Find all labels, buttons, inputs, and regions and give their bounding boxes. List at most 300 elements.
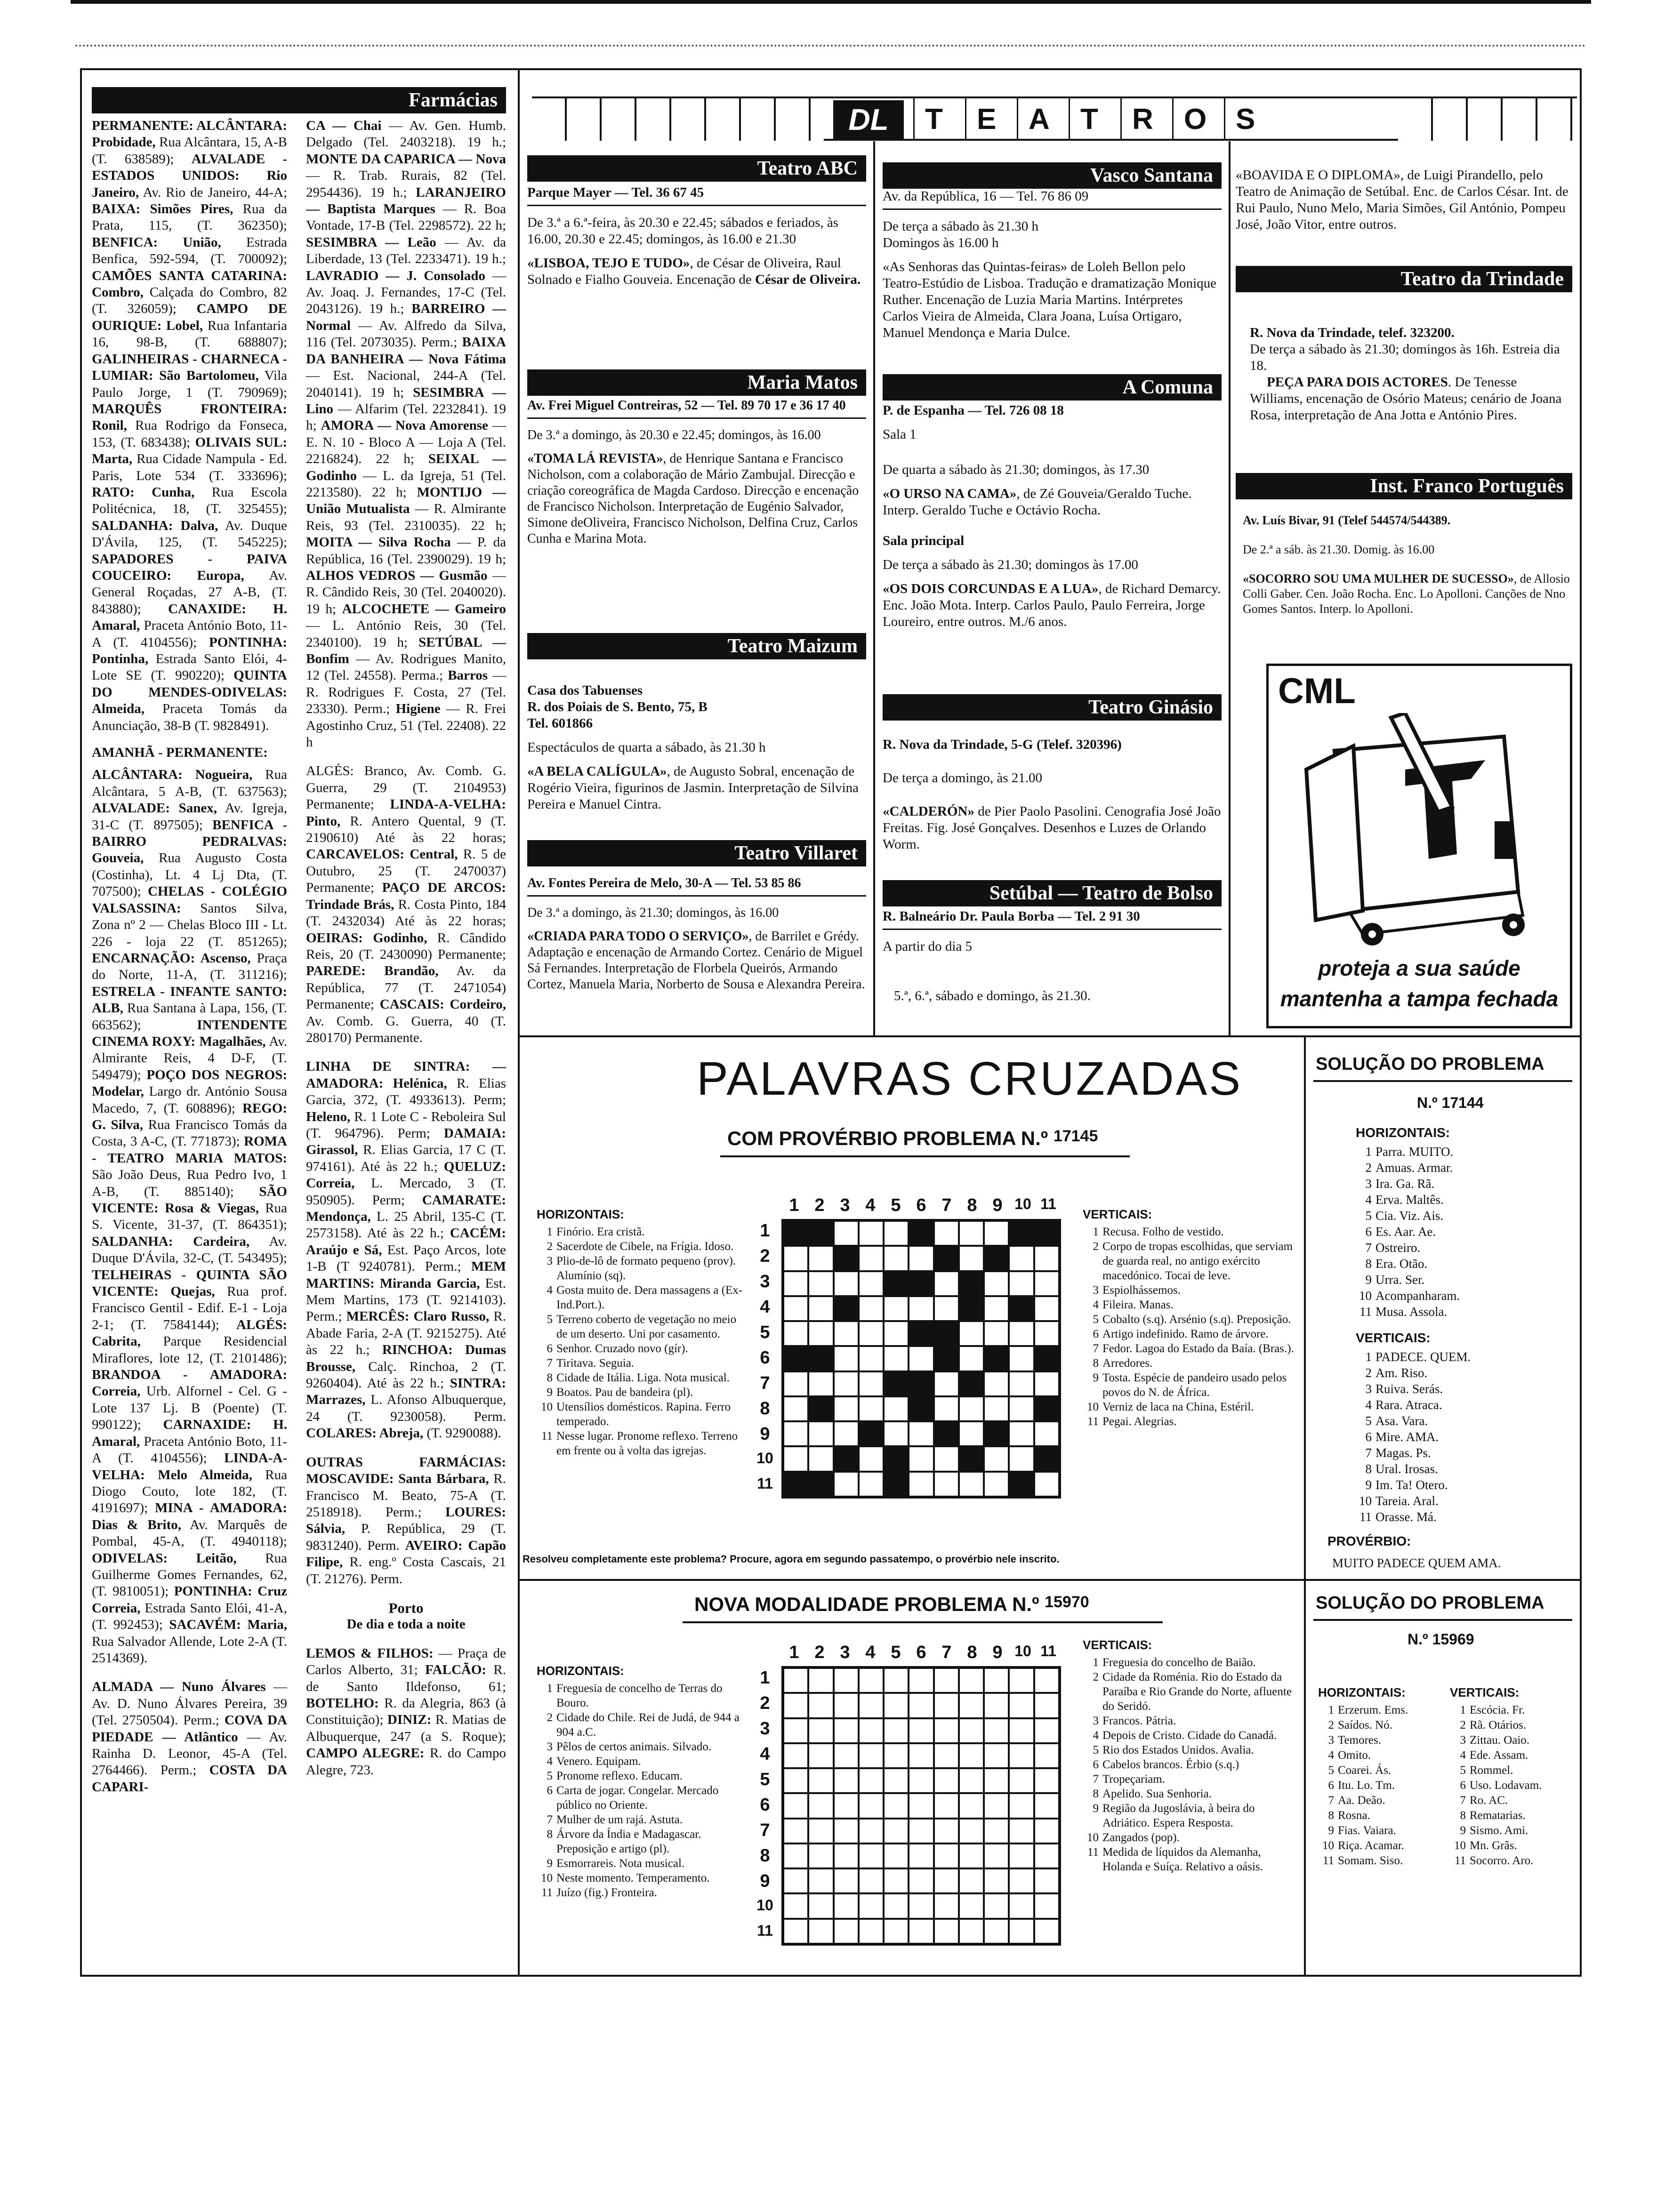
pharmacy-name: ESTRELA - INFANTE SANTO: ALB, bbox=[92, 984, 287, 1016]
clue-number: 2 bbox=[547, 1240, 553, 1253]
comuna-sala2: Sala principal bbox=[883, 533, 965, 548]
grid-cell[interactable] bbox=[959, 1472, 984, 1497]
grid-cell[interactable] bbox=[808, 1371, 833, 1396]
grid-cell[interactable] bbox=[859, 1793, 884, 1818]
grid-cell[interactable] bbox=[783, 1371, 808, 1396]
clue-number: 6 bbox=[547, 1342, 553, 1355]
grid-cell[interactable] bbox=[783, 1893, 808, 1918]
grid-black-cell bbox=[1009, 1472, 1034, 1497]
grid-cell[interactable] bbox=[1034, 1693, 1059, 1718]
grid-cell[interactable] bbox=[834, 1693, 859, 1718]
grid-cell[interactable] bbox=[783, 1668, 808, 1693]
comuna-show2: «OS DOIS CORCUNDAS E A LUA» bbox=[883, 581, 1099, 596]
grid-cell[interactable] bbox=[1034, 1793, 1059, 1818]
grid-cell[interactable] bbox=[934, 1893, 959, 1918]
grid-cell[interactable] bbox=[808, 1893, 833, 1918]
ginasio-show: «CALDERÓN» bbox=[883, 804, 974, 819]
grid-cell[interactable] bbox=[1034, 1718, 1059, 1743]
grid-cell[interactable] bbox=[808, 1446, 833, 1471]
grid-cell[interactable] bbox=[859, 1346, 884, 1371]
grid-cell[interactable] bbox=[959, 1421, 984, 1446]
grid-cell[interactable] bbox=[934, 1819, 959, 1843]
row-number: 11 bbox=[757, 1475, 773, 1492]
grid-cell[interactable] bbox=[909, 1668, 933, 1693]
clue-number: 10 bbox=[541, 1401, 553, 1413]
grid-cell[interactable] bbox=[808, 1868, 833, 1893]
clue-number: 1 bbox=[1093, 1226, 1099, 1238]
clue-number: 1 bbox=[1328, 1704, 1334, 1716]
spacer bbox=[306, 1046, 506, 1058]
pharmacy-name: SESIMBRA — Leão bbox=[306, 234, 436, 250]
grid-cell[interactable] bbox=[859, 1296, 884, 1321]
clue-number: 2 bbox=[547, 1711, 553, 1724]
clue-number: 7 bbox=[1093, 1342, 1099, 1355]
grid-cell[interactable] bbox=[1009, 1693, 1034, 1718]
grid-cell[interactable] bbox=[934, 1868, 959, 1893]
grid-cell[interactable] bbox=[884, 1421, 909, 1446]
grid-cell[interactable] bbox=[1034, 1321, 1059, 1346]
grid-cell[interactable] bbox=[959, 1919, 984, 1944]
dl-logo: DL bbox=[833, 100, 904, 139]
grid-cell[interactable] bbox=[984, 1296, 1009, 1321]
grid-cell[interactable] bbox=[1034, 1819, 1059, 1843]
clue-number: 3 bbox=[547, 1740, 553, 1753]
theatre-divider-1 bbox=[873, 141, 875, 1035]
row-number: 7 bbox=[760, 1373, 770, 1393]
grid-cell[interactable] bbox=[859, 1919, 884, 1944]
grid-cell[interactable] bbox=[834, 1271, 859, 1296]
grid-cell[interactable] bbox=[834, 1743, 859, 1768]
pharmacy-name: CAMPO DE OURIQUE: Lobel, bbox=[92, 301, 287, 333]
grid-cell[interactable] bbox=[808, 1246, 833, 1271]
pharmacy-details: — Av. da Liberdade, 13 (Tel. 2233471). 19 h.; bbox=[306, 234, 506, 267]
p1-label-text: COM PROVÉRBIO PROBLEMA N.º bbox=[727, 1127, 1048, 1149]
grid-cell[interactable] bbox=[808, 1843, 833, 1868]
grid-cell[interactable] bbox=[834, 1893, 859, 1918]
clue-item bbox=[1450, 1853, 1577, 1868]
grid-cell[interactable] bbox=[808, 1793, 833, 1818]
grid-cell[interactable] bbox=[859, 1221, 884, 1246]
grid-cell[interactable] bbox=[959, 1743, 984, 1768]
comuna-sala1: Sala 1 bbox=[883, 427, 917, 442]
grid-cell[interactable] bbox=[859, 1693, 884, 1718]
franco-times: De 2.ª a sáb. às 21.30. Domig. às 16.00 bbox=[1243, 543, 1435, 556]
pharmacy-details: Av. Duque D'Ávila, 32-C, (T. 543495); bbox=[92, 1234, 287, 1266]
grid-cell[interactable] bbox=[1009, 1346, 1034, 1371]
pharmacy-details: Rua Augusto Costa (Costinha), Lt. 4 Lj Dta, (T. 707500); bbox=[92, 850, 287, 899]
grid-black-cell bbox=[834, 1246, 859, 1271]
grid-cell[interactable] bbox=[859, 1446, 884, 1471]
grid-cell[interactable] bbox=[959, 1221, 984, 1246]
grid-cell[interactable] bbox=[808, 1321, 833, 1346]
grid-cell[interactable] bbox=[783, 1246, 808, 1271]
grid-cell[interactable] bbox=[934, 1668, 959, 1693]
grid-cell[interactable] bbox=[959, 1893, 984, 1918]
clue-number: 5 bbox=[1093, 1744, 1099, 1756]
grid-cell[interactable] bbox=[1009, 1371, 1034, 1396]
grid-cell[interactable] bbox=[783, 1296, 808, 1321]
grid-cell[interactable] bbox=[909, 1472, 933, 1497]
grid-cell[interactable] bbox=[1034, 1919, 1059, 1944]
grid-cell[interactable] bbox=[1009, 1396, 1034, 1421]
clue-number: 8 bbox=[1365, 1257, 1372, 1271]
grid-cell[interactable] bbox=[959, 1396, 984, 1421]
grid-cell[interactable] bbox=[909, 1346, 933, 1371]
grid-cell[interactable] bbox=[909, 1246, 933, 1271]
grid-cell[interactable] bbox=[909, 1893, 933, 1918]
clue-text: Mulher de um rajá. Astuta. bbox=[556, 1813, 683, 1826]
grid-cell[interactable] bbox=[783, 1819, 808, 1843]
grid-cell[interactable] bbox=[783, 1868, 808, 1893]
grid-cell[interactable] bbox=[834, 1346, 859, 1371]
grid-cell[interactable] bbox=[834, 1371, 859, 1396]
grid-cell[interactable] bbox=[909, 1693, 933, 1718]
clue-number: 6 bbox=[1460, 1779, 1466, 1792]
grid-cell[interactable] bbox=[959, 1246, 984, 1271]
grid-cell[interactable] bbox=[1009, 1421, 1034, 1446]
grid-cell[interactable] bbox=[984, 1668, 1009, 1693]
grid-cell[interactable] bbox=[959, 1668, 984, 1693]
grid-cell[interactable] bbox=[1009, 1446, 1034, 1471]
grid-cell[interactable] bbox=[1034, 1743, 1059, 1768]
pharmacy-name: ENCARNAÇÃO: Ascenso, bbox=[92, 950, 251, 966]
clue-number: 3 bbox=[1365, 1177, 1372, 1191]
solution-1-title: SOLUÇÃO DO PROBLEMA bbox=[1316, 1054, 1544, 1074]
clue-text: Magas. Ps. bbox=[1375, 1446, 1431, 1460]
clue-text: Zangados (pop). bbox=[1102, 1831, 1180, 1844]
grid-cell[interactable] bbox=[783, 1321, 808, 1346]
column-number: 1 bbox=[789, 1643, 799, 1662]
grid-cell[interactable] bbox=[783, 1718, 808, 1743]
clue-number: 5 bbox=[1328, 1764, 1334, 1777]
grid-cell[interactable] bbox=[934, 1919, 959, 1944]
grid-cell[interactable] bbox=[884, 1668, 909, 1693]
grid-cell[interactable] bbox=[984, 1446, 1009, 1471]
cml-ad bbox=[1266, 664, 1572, 1028]
grid-cell[interactable] bbox=[834, 1868, 859, 1893]
pharmacy-name: CACÉM: Araújo e Sá, bbox=[306, 1226, 506, 1258]
grid-cell[interactable] bbox=[783, 1743, 808, 1768]
grid-cell[interactable] bbox=[1009, 1668, 1034, 1693]
pharmacy-details: — Praça de Carlos Alberto, 31; bbox=[306, 1645, 506, 1678]
grid-cell[interactable] bbox=[783, 1793, 808, 1818]
grid-cell[interactable] bbox=[884, 1843, 909, 1868]
grid-cell[interactable] bbox=[984, 1919, 1009, 1944]
grid-cell[interactable] bbox=[859, 1271, 884, 1296]
vasco-santana-header: Vasco Santana bbox=[883, 162, 1222, 189]
grid-cell[interactable] bbox=[1034, 1472, 1059, 1497]
pharmacy-details: Rua Alcântara, 15, A-B (T. 638589); bbox=[92, 135, 287, 167]
grid-cell[interactable] bbox=[934, 1396, 959, 1421]
grid-cell[interactable] bbox=[909, 1868, 933, 1893]
banner-ruled-cells-right bbox=[1398, 98, 1577, 141]
grid-cell[interactable] bbox=[984, 1768, 1009, 1793]
grid-cell[interactable] bbox=[959, 1693, 984, 1718]
grid-cell[interactable] bbox=[934, 1371, 959, 1396]
grid-cell[interactable] bbox=[783, 1768, 808, 1793]
grid-cell[interactable] bbox=[808, 1271, 833, 1296]
grid-cell[interactable] bbox=[834, 1396, 859, 1421]
grid-cell[interactable] bbox=[959, 1819, 984, 1843]
grid-cell[interactable] bbox=[834, 1819, 859, 1843]
grid-cell[interactable] bbox=[909, 1919, 933, 1944]
clue-item bbox=[1356, 1176, 1563, 1192]
grid-cell[interactable] bbox=[884, 1893, 909, 1918]
grid-cell[interactable] bbox=[884, 1868, 909, 1893]
grid-cell[interactable] bbox=[909, 1446, 933, 1471]
grid-cell[interactable] bbox=[808, 1743, 833, 1768]
pharmacy-name: QUINTA DO MENDES-ODIVELAS: Almeida, bbox=[92, 668, 287, 717]
grid-cell[interactable] bbox=[959, 1843, 984, 1868]
grid-cell[interactable] bbox=[934, 1743, 959, 1768]
grid-cell[interactable] bbox=[1034, 1246, 1059, 1271]
grid-cell[interactable] bbox=[1009, 1843, 1034, 1868]
grid-cell[interactable] bbox=[859, 1743, 884, 1768]
grid-cell[interactable] bbox=[808, 1421, 833, 1446]
grid-cell[interactable] bbox=[984, 1321, 1009, 1346]
ginasio-times: De terça a domingo, às 21.00 bbox=[883, 770, 1043, 785]
grid-cell[interactable] bbox=[834, 1843, 859, 1868]
grid-cell[interactable] bbox=[934, 1296, 959, 1321]
pharmacy-name: CASCAIS: Cordeiro, bbox=[379, 997, 506, 1012]
boavida-text: «BOAVIDA E O DIPLOMA», de Luigi Pirandello, pelo Teatro de Animação de Setúbal. Enc. de Carlos César. Int. de Rui Paulo, Nuno Melo, Maria Simões, Gil António, Pompeu José, João Vitor, entre outros. bbox=[1236, 168, 1569, 232]
grid-cell[interactable] bbox=[1034, 1421, 1059, 1446]
grid-cell[interactable] bbox=[959, 1793, 984, 1818]
grid-cell[interactable] bbox=[783, 1421, 808, 1446]
grid-cell[interactable] bbox=[959, 1346, 984, 1371]
grid-cell[interactable] bbox=[1034, 1271, 1059, 1296]
grid-cell[interactable] bbox=[934, 1793, 959, 1818]
grid-cell[interactable] bbox=[984, 1271, 1009, 1296]
column-number: 1 bbox=[789, 1195, 799, 1215]
pharmacy-name: COSTA DA CAPARI- bbox=[92, 1763, 287, 1795]
grid-cell[interactable] bbox=[934, 1221, 959, 1246]
grid-cell[interactable] bbox=[1034, 1843, 1059, 1868]
grid-cell[interactable] bbox=[859, 1843, 884, 1868]
grid-cell[interactable] bbox=[884, 1346, 909, 1371]
grid-cell[interactable] bbox=[984, 1868, 1009, 1893]
grid-cell[interactable] bbox=[884, 1221, 909, 1246]
clue-text: Arredores. bbox=[1102, 1357, 1153, 1370]
grid-cell[interactable] bbox=[909, 1768, 933, 1793]
grid-cell[interactable] bbox=[808, 1819, 833, 1843]
grid-cell[interactable] bbox=[909, 1793, 933, 1818]
grid-cell[interactable] bbox=[808, 1768, 833, 1793]
pharmacy-paragraph bbox=[92, 767, 287, 1667]
grid-cell[interactable] bbox=[859, 1246, 884, 1271]
clue-number: 4 bbox=[1365, 1193, 1372, 1207]
grid-cell[interactable] bbox=[984, 1843, 1009, 1868]
grid-cell[interactable] bbox=[884, 1819, 909, 1843]
grid-cell[interactable] bbox=[1009, 1768, 1034, 1793]
grid-cell[interactable] bbox=[984, 1793, 1009, 1818]
grid-cell[interactable] bbox=[859, 1819, 884, 1843]
grid-cell[interactable] bbox=[884, 1246, 909, 1271]
grid-cell[interactable] bbox=[834, 1321, 859, 1346]
grid-cell[interactable] bbox=[783, 1446, 808, 1471]
pharmacy-name: CAMARATE: Mendonça, bbox=[306, 1192, 506, 1224]
grid-cell[interactable] bbox=[1034, 1768, 1059, 1793]
grid-cell[interactable] bbox=[934, 1768, 959, 1793]
grid-cell[interactable] bbox=[884, 1693, 909, 1718]
grid-cell[interactable] bbox=[959, 1768, 984, 1793]
clue-item bbox=[1356, 1272, 1563, 1288]
grid-cell[interactable] bbox=[909, 1421, 933, 1446]
pharmacy-details: Rua Diogo Couto, lote 182, (T. 4191697); bbox=[92, 1467, 288, 1516]
grid-cell[interactable] bbox=[984, 1396, 1009, 1421]
pharmacy-details: Vila Paulo Jorge, 1 (T. 790969); bbox=[92, 368, 287, 400]
grid-cell[interactable] bbox=[884, 1296, 909, 1321]
grid-cell[interactable] bbox=[859, 1768, 884, 1793]
grid-cell[interactable] bbox=[808, 1296, 833, 1321]
solution-1-number: N.º 17144 bbox=[1417, 1094, 1484, 1111]
grid-cell[interactable] bbox=[783, 1843, 808, 1868]
pharmacy-paragraph bbox=[306, 1454, 506, 1587]
grid-cell[interactable] bbox=[1009, 1743, 1034, 1768]
grid-cell[interactable] bbox=[934, 1718, 959, 1743]
grid-cell[interactable] bbox=[783, 1693, 808, 1718]
clue-text: Itu. Lo. Tm. bbox=[1338, 1779, 1395, 1792]
grid-cell[interactable] bbox=[884, 1919, 909, 1944]
grid-cell[interactable] bbox=[859, 1321, 884, 1346]
grid-cell[interactable] bbox=[1009, 1819, 1034, 1843]
pharmacy-details: Calç. Rinchoa, 2 (T. 9260404). Até às 22 h.; bbox=[306, 1359, 506, 1391]
clue-text: Depois de Cristo. Cidade do Canadá. bbox=[1102, 1729, 1277, 1742]
grid-cell[interactable] bbox=[1034, 1893, 1059, 1918]
grid-cell[interactable] bbox=[934, 1271, 959, 1296]
clue-text: Mn. Grãs. bbox=[1470, 1839, 1517, 1852]
grid-cell[interactable] bbox=[1009, 1868, 1034, 1893]
grid-cell[interactable] bbox=[909, 1718, 933, 1743]
clue-number: 8 bbox=[547, 1828, 553, 1841]
grid-cell[interactable] bbox=[808, 1668, 833, 1693]
grid-black-cell bbox=[934, 1246, 959, 1271]
grid-black-cell bbox=[934, 1346, 959, 1371]
grid-cell[interactable] bbox=[859, 1718, 884, 1743]
grid-cell[interactable] bbox=[1009, 1321, 1034, 1346]
column-number: 11 bbox=[1040, 1195, 1056, 1212]
grid-cell[interactable] bbox=[859, 1868, 884, 1893]
grid-cell[interactable] bbox=[808, 1693, 833, 1718]
clue-text: Ro. AC. bbox=[1470, 1794, 1508, 1807]
grid-cell[interactable] bbox=[783, 1271, 808, 1296]
comuna-times1: De quarta a sábado às 21.30; domingos, às 17.30 bbox=[883, 462, 1150, 477]
clue-item bbox=[1318, 1823, 1455, 1838]
grid-cell[interactable] bbox=[984, 1718, 1009, 1743]
grid-cell[interactable] bbox=[859, 1893, 884, 1918]
grid-cell[interactable] bbox=[834, 1668, 859, 1693]
grid-cell[interactable] bbox=[1009, 1793, 1034, 1818]
grid-cell[interactable] bbox=[984, 1693, 1009, 1718]
clue-item bbox=[1356, 1160, 1563, 1176]
clue-item bbox=[1450, 1823, 1577, 1838]
grid-cell[interactable] bbox=[884, 1743, 909, 1768]
grid-cell[interactable] bbox=[959, 1868, 984, 1893]
clue-text: Aa. Deão. bbox=[1338, 1794, 1385, 1807]
grid-cell[interactable] bbox=[984, 1472, 1009, 1497]
clue-number: 3 bbox=[1460, 1734, 1466, 1747]
clue-text: Omito. bbox=[1338, 1749, 1371, 1762]
grid-cell[interactable] bbox=[934, 1693, 959, 1718]
grid-cell[interactable] bbox=[808, 1718, 833, 1743]
grid-cell[interactable] bbox=[884, 1768, 909, 1793]
grid-cell[interactable] bbox=[884, 1396, 909, 1421]
grid-cell[interactable] bbox=[1034, 1296, 1059, 1321]
grid-cell[interactable] bbox=[909, 1296, 933, 1321]
clue-item bbox=[1450, 1748, 1577, 1763]
grid-cell[interactable] bbox=[834, 1768, 859, 1793]
grid-cell[interactable] bbox=[984, 1743, 1009, 1768]
solution-1-horiz-title: HORIZONTAIS: bbox=[1356, 1125, 1450, 1140]
grid-cell[interactable] bbox=[834, 1919, 859, 1944]
pharmacy-details: R. eng.º Costa Cascais, 21 (T. 21276). Perm. bbox=[306, 1555, 506, 1587]
grid-cell[interactable] bbox=[959, 1321, 984, 1346]
grid-cell[interactable] bbox=[959, 1718, 984, 1743]
pharmacy-name: SAPADORES - PAIVA COUCEIRO: Europa, bbox=[92, 551, 287, 583]
grid-cell[interactable] bbox=[884, 1793, 909, 1818]
grid-cell[interactable] bbox=[859, 1396, 884, 1421]
grid-cell[interactable] bbox=[859, 1668, 884, 1693]
pharmacy-name: LAVRADIO — J. Consolado bbox=[306, 268, 485, 283]
grid-black-cell bbox=[909, 1321, 933, 1346]
grid-cell[interactable] bbox=[1009, 1893, 1034, 1918]
clue-text: Riça. Acamar. bbox=[1338, 1839, 1404, 1852]
grid-cell[interactable] bbox=[984, 1371, 1009, 1396]
grid-cell[interactable] bbox=[834, 1472, 859, 1497]
grid-cell[interactable] bbox=[884, 1718, 909, 1743]
clue-item bbox=[1356, 1461, 1563, 1477]
grid-cell[interactable] bbox=[1034, 1868, 1059, 1893]
grid-cell[interactable] bbox=[808, 1919, 833, 1944]
grid-cell[interactable] bbox=[1009, 1271, 1034, 1296]
grid-cell[interactable] bbox=[909, 1819, 933, 1843]
grid-cell[interactable] bbox=[783, 1396, 808, 1421]
grid-cell[interactable] bbox=[783, 1919, 808, 1944]
grid-cell[interactable] bbox=[834, 1718, 859, 1743]
column-number: 8 bbox=[967, 1643, 977, 1662]
clue-number: 10 bbox=[1087, 1831, 1099, 1844]
grid-cell[interactable] bbox=[1009, 1246, 1034, 1271]
p2-row-numbers bbox=[753, 1666, 777, 1946]
grid-cell[interactable] bbox=[1009, 1919, 1034, 1944]
grid-cell[interactable] bbox=[834, 1421, 859, 1446]
grid-cell[interactable] bbox=[1009, 1718, 1034, 1743]
grid-cell[interactable] bbox=[834, 1793, 859, 1818]
grid-cell[interactable] bbox=[984, 1221, 1009, 1246]
clue-item bbox=[537, 1769, 744, 1783]
clue-number: 8 bbox=[1328, 1809, 1334, 1822]
crossword-divider bbox=[1304, 1035, 1306, 1977]
theatre-abc-header: Teatro ABC bbox=[527, 155, 866, 182]
grid-cell[interactable] bbox=[934, 1446, 959, 1471]
row-number: 6 bbox=[760, 1795, 770, 1815]
grid-cell[interactable] bbox=[859, 1371, 884, 1396]
grid-cell[interactable] bbox=[859, 1472, 884, 1497]
grid-cell[interactable] bbox=[884, 1321, 909, 1346]
grid-cell[interactable] bbox=[834, 1221, 859, 1246]
pharmacy-name: CA — Chai bbox=[306, 118, 382, 133]
clue-item bbox=[1318, 1793, 1455, 1808]
grid-cell[interactable] bbox=[1034, 1668, 1059, 1693]
grid-cell[interactable] bbox=[909, 1743, 933, 1768]
grid-cell[interactable] bbox=[909, 1843, 933, 1868]
grid-cell[interactable] bbox=[984, 1893, 1009, 1918]
grid-cell[interactable] bbox=[934, 1843, 959, 1868]
grid-cell[interactable] bbox=[1034, 1371, 1059, 1396]
grid-cell[interactable] bbox=[984, 1819, 1009, 1843]
grid-cell[interactable] bbox=[934, 1472, 959, 1497]
clue-number: 5 bbox=[547, 1770, 553, 1782]
